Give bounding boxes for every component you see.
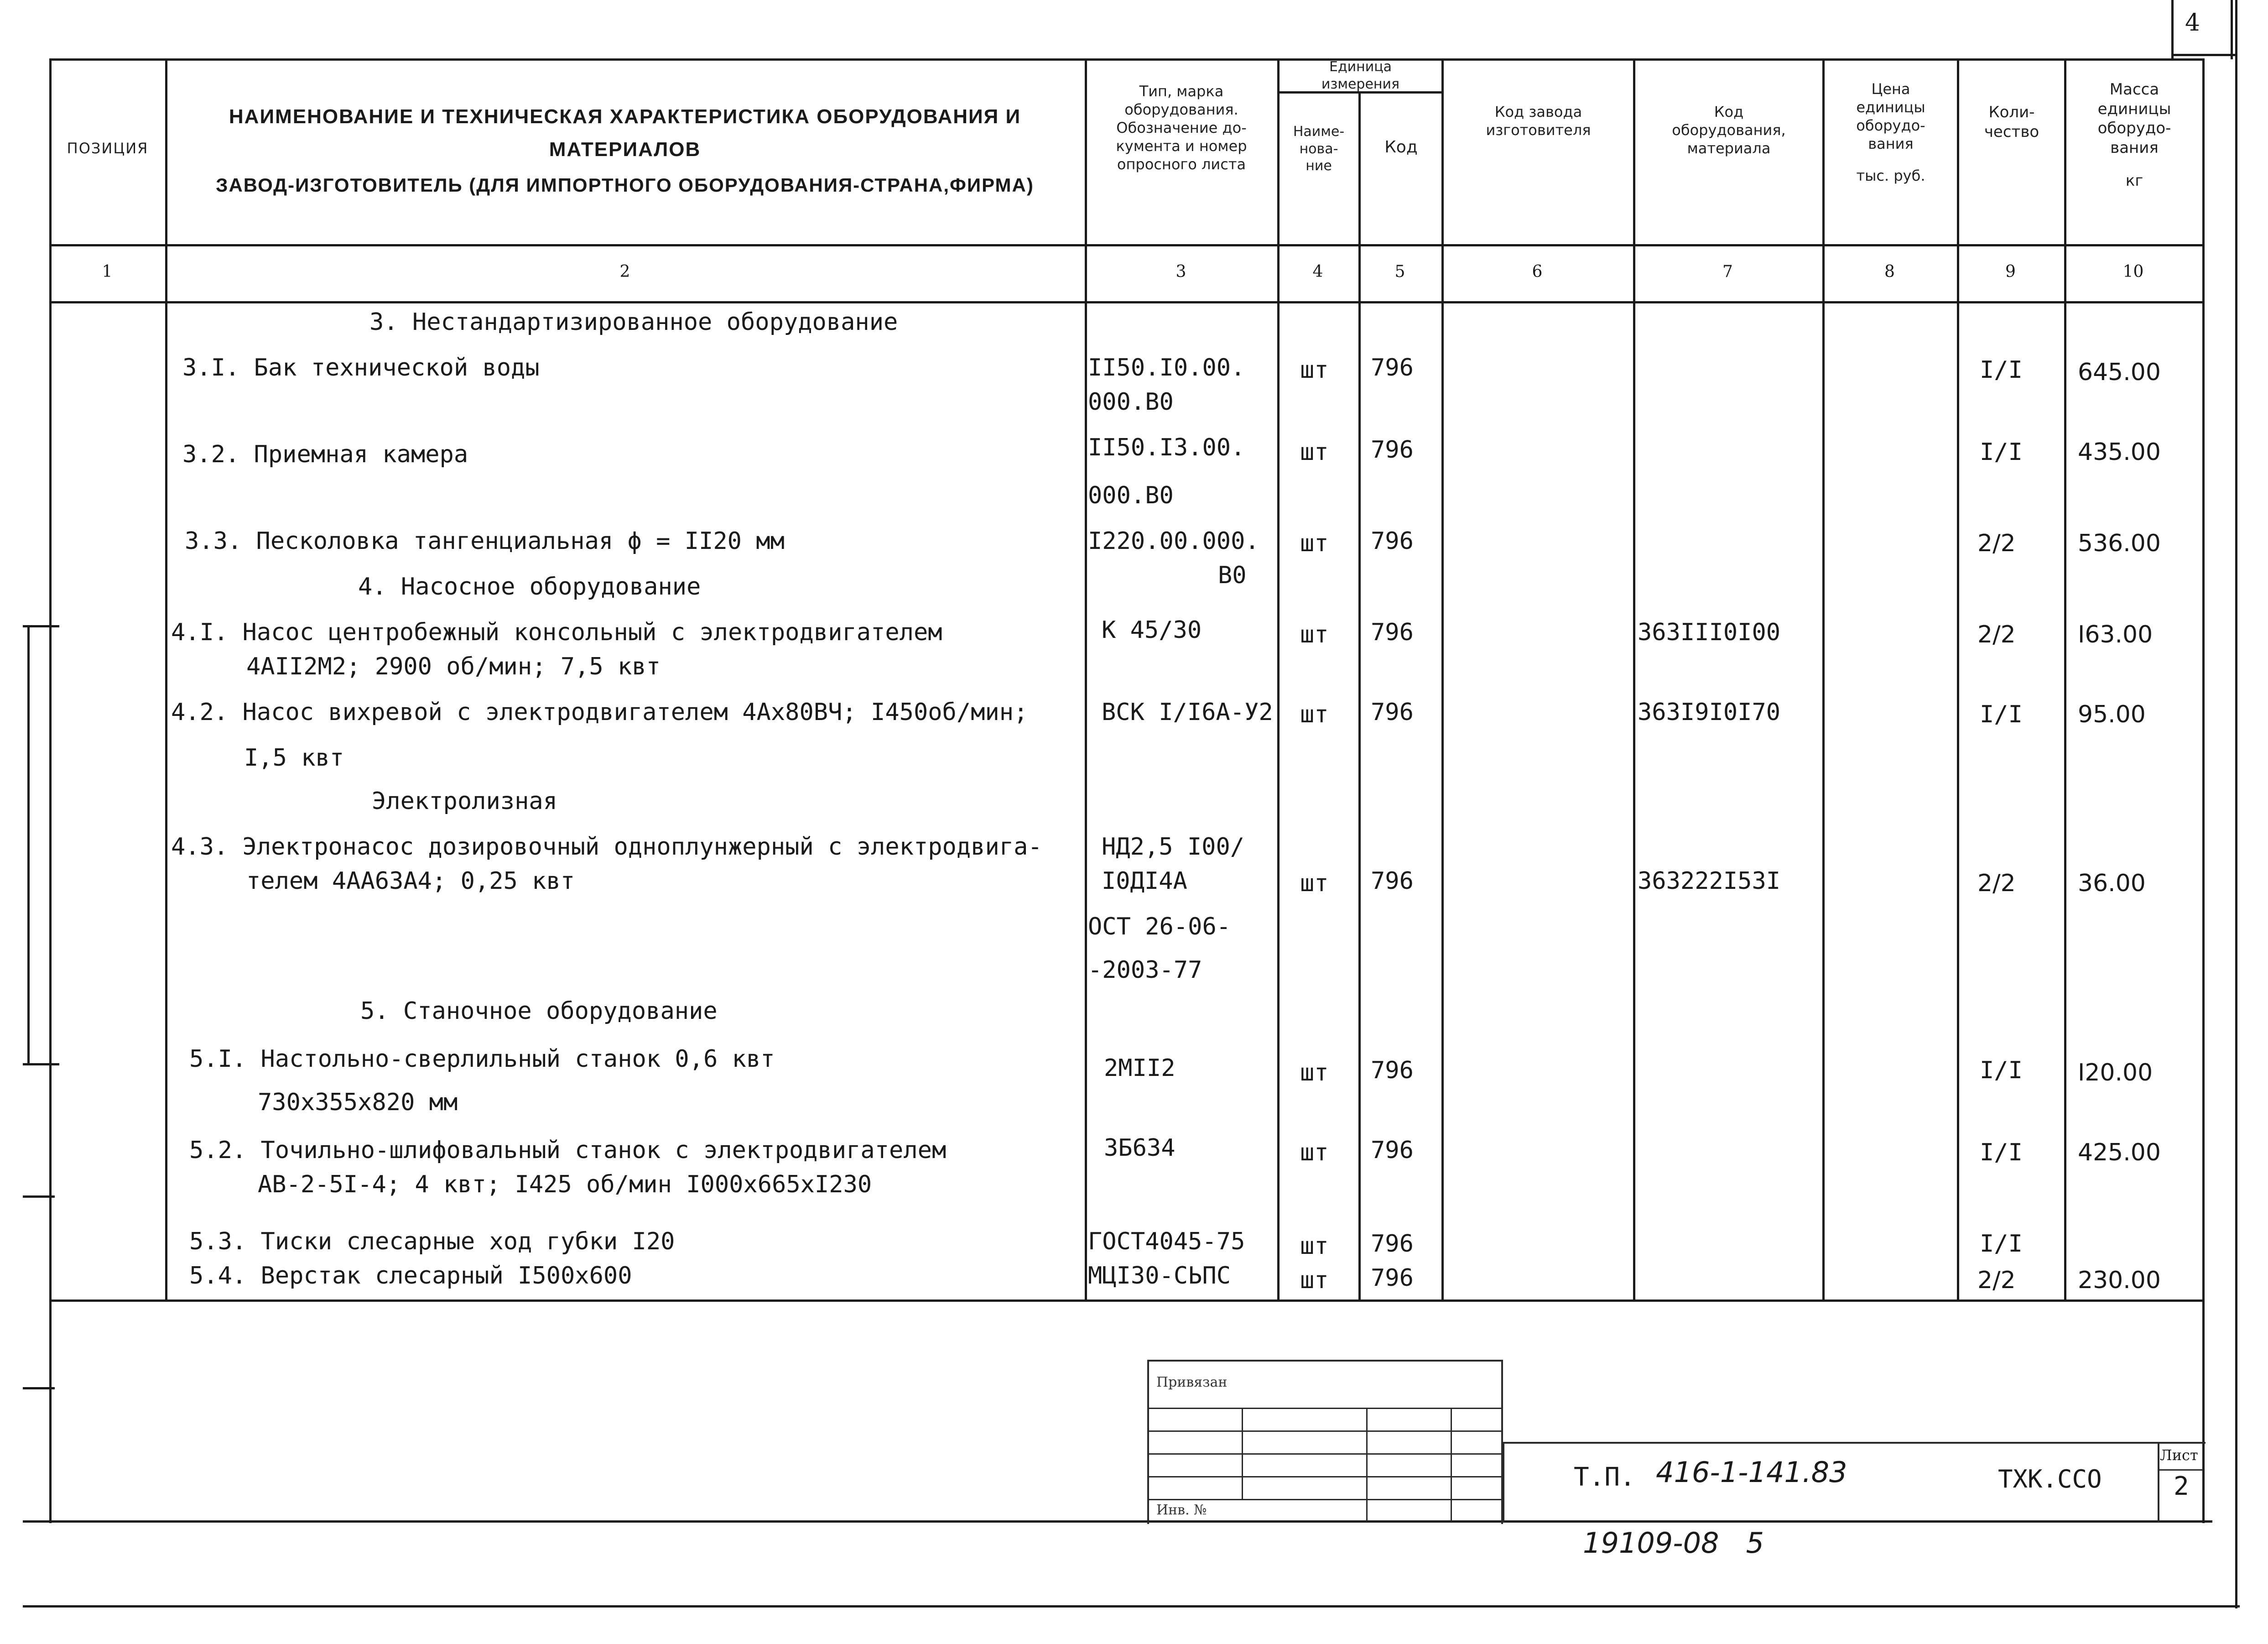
header-unit-code: Код [1384,138,1418,157]
item-mass: 95.00 [2078,701,2146,728]
subsection-title: Электролизная [372,788,557,815]
header-type [1087,82,1275,173]
header-eqcode-line: оборудования, [1672,121,1786,139]
header-type-line: Тип, марка [1139,83,1224,100]
item-qty: I/I [1980,1139,2023,1166]
stamp-project-number: 416-1-141.83 [1656,1456,1847,1489]
item-qty: I/I [1980,1057,2023,1084]
col-number: 8 [1884,262,1895,281]
stamp-list-label: Лист [2160,1446,2198,1464]
stamp-document-code: ТХК.ССО [1998,1465,2102,1493]
item-unit: шт [1300,1267,1329,1294]
item-name: 4.3. Электронасос дозировочный одноплунжерный с электродвига- [171,833,1042,861]
header-price-line: Цена [1871,80,1910,98]
sheet-corner-number: 4 [2185,9,2200,37]
stamp-tp-label: Т.П. [1574,1462,1635,1492]
header-price-line: вания [1868,135,1914,152]
header-mass-line: вания [2110,138,2159,157]
item-name: 5.I. Настольно-сверлильный станок 0,6 квт [189,1045,775,1073]
stamp-inv-label: Инв. № [1156,1502,1207,1518]
item-unit-code: 796 [1371,1057,1414,1084]
item-unit: шт [1300,438,1329,466]
header-name-line1: НАИМЕНОВАНИЕ И ТЕХНИЧЕСКАЯ ХАРАКТЕРИСТИКА ОБОРУДОВАНИЯ И [229,105,1021,128]
col-number: 6 [1532,262,1543,281]
header-eqcode-line: материала [1687,140,1771,157]
section-title: 4. Насосное оборудование [358,573,701,600]
header-price-line: единицы [1856,99,1925,116]
item-qty: 2/2 [1977,621,2016,648]
header-mass [2066,80,2202,191]
item-type: I220.00.000. [1088,527,1259,555]
item-name: 5.3. Тиски слесарные ход губки I20 [189,1228,675,1255]
item-name: 4.2. Насос вихревой с электродвигателем 4Ах80ВЧ; I450об/мин; [171,699,1028,726]
header-manufacturer-code [1444,103,1633,139]
item-qty: 2/2 [1977,870,2016,897]
item-unit-code: 796 [1371,867,1414,895]
item-type: II50.I0.00. [1088,354,1245,381]
header-price [1825,80,1957,185]
item-unit-code: 796 [1371,1264,1414,1292]
item-type: II50.I3.00. [1088,434,1245,461]
item-unit: шт [1300,1059,1329,1086]
header-mfr-line: Код завода [1494,103,1582,120]
item-name: 3.2. Приемная камера [182,441,468,468]
item-name-cont: телем 4АА63А4; 0,25 квт [246,867,575,895]
header-unit-line: Единица [1329,59,1392,75]
item-type: МЦI30-СЬПС [1088,1262,1231,1289]
item-type-cont: -2003-77 [1088,956,1202,984]
col-number: 1 [102,262,113,281]
header-type-line: опросного листа [1117,156,1246,173]
header-unit-name-line: ние [1306,158,1332,174]
section-title: 3. Нестандартизированное оборудование [369,308,898,336]
item-unit-code: 796 [1371,1137,1414,1164]
col-number: 10 [2122,262,2144,281]
item-unit: шт [1300,701,1329,728]
item-unit: шт [1300,870,1329,897]
item-qty: I/I [1980,438,2023,466]
header-mfr-line: изготовителя [1486,121,1591,139]
item-unit: шт [1300,530,1329,557]
item-mass: 425.00 [2078,1139,2161,1166]
item-name: 5.2. Точильно-шлифовальный станок с электродвигателем [189,1137,947,1164]
item-type: К 45/30 [1102,616,1202,644]
footer-inventory-number: 19109-08 5 [1583,1526,1764,1560]
item-unit-code: 796 [1371,527,1414,555]
item-mass: 36.00 [2078,870,2146,897]
item-name-cont: I,5 квт [244,744,344,772]
stamp-list-number: 2 [2174,1472,2189,1501]
item-mass: 435.00 [2078,438,2161,466]
item-mass: I20.00 [2078,1059,2153,1086]
item-type-cont: ОСТ 26-06- [1088,913,1231,940]
col-number: 3 [1176,262,1186,281]
header-position: ПОЗИЦИЯ [67,140,149,157]
item-unit-code: 796 [1371,699,1414,726]
section-title: 5. Станочное оборудование [360,997,718,1025]
item-type-cont: 000.В0 [1088,482,1174,509]
item-mass: I63.00 [2078,621,2153,648]
header-price-line: оборудо- [1856,117,1925,134]
item-unit-code: 796 [1371,1230,1414,1258]
item-name-cont: 4АII2М2; 2900 об/мин; 7,5 квт [246,653,661,680]
col-number: 2 [619,262,630,281]
item-mass: 230.00 [2078,1267,2161,1294]
item-type: 2МII2 [1104,1054,1176,1082]
item-unit-code: 796 [1371,354,1414,381]
item-equipment-code: 363I9I0I70 [1638,699,1781,726]
item-qty: 2/2 [1977,1267,2016,1294]
item-qty: I/I [1980,356,2023,384]
stamp-privyazan-label: Привязан [1156,1374,1228,1390]
item-mass: 536.00 [2078,530,2161,557]
header-mass-line: оборудо- [2097,119,2171,137]
col-number: 4 [1312,262,1323,281]
col-number: 9 [2005,262,2016,281]
header-qty-line: Коли- [1988,103,2035,121]
header-type-line: оборудования. [1124,101,1238,118]
header-quantity [1959,103,2064,141]
item-qty: I/I [1980,701,2023,728]
header-equipment-code [1635,103,1822,157]
item-type-cont: В0 [1218,562,1247,589]
item-name-cont: 730х355х820 мм [258,1089,458,1116]
col-number: 5 [1394,262,1405,281]
item-unit: шт [1300,621,1329,648]
item-qty: I/I [1980,1230,2023,1258]
item-type: ГОСТ4045-75 [1088,1228,1245,1255]
item-type-cont: 000.В0 [1088,388,1174,416]
item-type: ВСК I/I6А-У2 [1102,699,1273,726]
header-price-line: тыс. руб. [1856,167,1925,184]
item-name: 4.I. Насос центробежный консольный с электродвигателем [171,619,942,646]
header-type-line: Обозначение до- [1116,119,1247,136]
header-name-line3: ЗАВОД-ИЗГОТОВИТЕЛЬ (ДЛЯ ИМПОРТНОГО ОБОРУДОВАНИЯ-СТРАНА,ФИРМА) [216,174,1034,196]
item-unit-code: 796 [1371,436,1414,464]
item-unit: шт [1300,1232,1329,1260]
header-type-line: кумента и номер [1116,137,1247,155]
item-unit: шт [1300,1139,1329,1166]
item-name: 3.I. Бак технической воды [182,354,540,381]
header-mass-line: единицы [2097,99,2171,118]
header-mass-line: кг [2125,172,2143,190]
header-unit-line: измерения [1321,76,1400,92]
header-unit-name [1280,123,1358,175]
item-mass: 645.00 [2078,359,2161,386]
header-unit-name-line: нова- [1299,141,1338,157]
header-unit [1280,58,1441,93]
header-unit-name-line: Наиме- [1293,124,1345,140]
item-type: 3Б634 [1104,1134,1176,1162]
item-qty: 2/2 [1977,530,2016,557]
item-name: 5.4. Верстак слесарный I500х600 [189,1262,632,1289]
header-qty-line: чество [1984,122,2039,141]
item-equipment-code: 363222I53I [1638,867,1781,895]
item-unit-code: 796 [1371,619,1414,646]
item-equipment-code: 363III0I00 [1638,619,1781,646]
item-unit: шт [1300,356,1329,384]
header-eqcode-line: Код [1714,103,1744,120]
item-type: НД2,5 I00/ [1102,833,1245,861]
header-mass-line: Масса [2109,80,2159,99]
item-name: 3.3. Песколовка тангенциальная ϕ = II20 мм [185,527,785,555]
col-number: 7 [1722,262,1733,281]
item-name-cont: АВ-2-5I-4; 4 квт; I425 об/мин I000х665хI230 [258,1171,872,1198]
item-type-cont: I0ДI4А [1102,867,1187,895]
header-name-line2: МАТЕРИАЛОВ [549,138,701,161]
